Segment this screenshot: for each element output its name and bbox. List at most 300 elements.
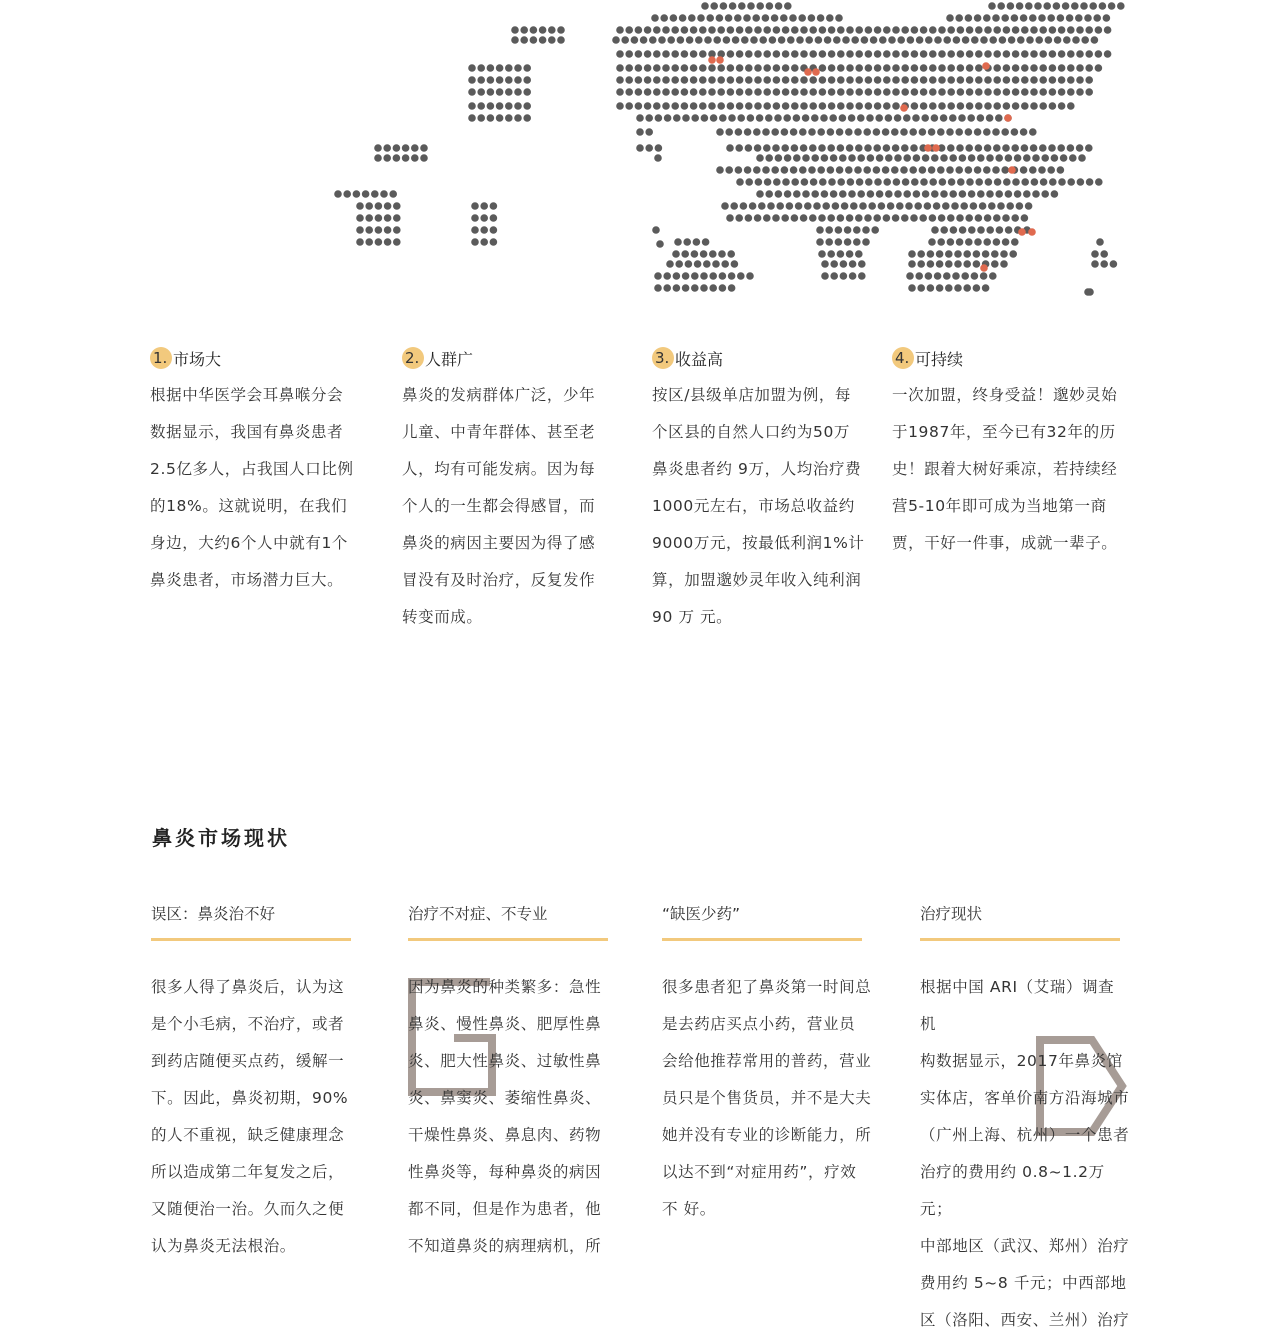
map-dot [700, 272, 708, 280]
map-dot [863, 128, 871, 136]
map-dot [644, 26, 652, 34]
map-dot [1023, 154, 1031, 162]
map-dot [901, 214, 909, 222]
map-dot [710, 114, 718, 122]
map-dot [671, 102, 679, 110]
map-dot [1002, 144, 1010, 152]
map-highlight-dot [1028, 228, 1036, 236]
map-dot [763, 64, 771, 72]
map-dot [383, 144, 391, 152]
map-dot [837, 250, 845, 258]
map-dot [959, 154, 967, 162]
map-dot [865, 76, 873, 84]
map-dot [995, 114, 1003, 122]
map-dot [1032, 154, 1040, 162]
map-dot [1099, 2, 1107, 10]
map-dot [1029, 14, 1037, 22]
map-dot [1076, 88, 1084, 96]
map-dot [960, 202, 968, 210]
map-dot [780, 14, 788, 22]
map-dot [747, 2, 755, 10]
map-dot [811, 114, 819, 122]
map-dot [892, 214, 900, 222]
map-dot [1012, 76, 1020, 84]
map-dot [911, 102, 919, 110]
map-dot [940, 154, 948, 162]
map-dot [984, 102, 992, 110]
map-dot [929, 214, 937, 222]
map-dot [635, 64, 643, 72]
map-dot [846, 76, 854, 84]
map-dot [765, 154, 773, 162]
map-dot [740, 202, 748, 210]
map-dot [670, 14, 678, 22]
map-dot [827, 250, 835, 258]
map-dot [635, 26, 643, 34]
map-dot [477, 64, 485, 72]
map-dot [487, 76, 495, 84]
map-dot [745, 64, 753, 72]
map-dot [974, 166, 982, 174]
map-dot [365, 214, 373, 222]
map-dot [983, 238, 991, 246]
map-dot [745, 26, 753, 34]
map-dot [1051, 190, 1059, 198]
map-dot [791, 26, 799, 34]
map-dot [754, 102, 762, 110]
map-dot [835, 226, 843, 234]
map-dot [782, 64, 790, 72]
map-dot [1058, 64, 1066, 72]
map-dot [830, 260, 838, 268]
map-dot [979, 202, 987, 210]
map-dot [682, 114, 690, 122]
map-dot [943, 272, 951, 280]
map-dot [887, 202, 895, 210]
map-dot [988, 2, 996, 10]
map-dot [1012, 178, 1020, 186]
map-dot [908, 250, 916, 258]
map-dot [636, 128, 644, 136]
map-dot [1011, 144, 1019, 152]
map-dot [356, 226, 364, 234]
map-dot [946, 14, 954, 22]
map-dot [745, 102, 753, 110]
map-dot [505, 76, 513, 84]
map-dot [701, 2, 709, 10]
map-dot [791, 50, 799, 58]
map-dot [767, 202, 775, 210]
map-dot [1049, 76, 1057, 84]
map-dot [813, 202, 821, 210]
map-dot [809, 50, 817, 58]
map-dot [997, 202, 1005, 210]
map-dot [763, 50, 771, 58]
map-dot [716, 14, 724, 22]
map-dot [763, 76, 771, 84]
map-dot [892, 102, 900, 110]
map-dot [802, 190, 810, 198]
map-dot [746, 272, 754, 280]
map-dot [846, 64, 854, 72]
map-dot [911, 50, 919, 58]
map-dot [883, 144, 891, 152]
map-dot [973, 260, 981, 268]
map-dot [1001, 128, 1009, 136]
map-dot [885, 114, 893, 122]
map-dot [826, 14, 834, 22]
map-dot [1072, 36, 1080, 44]
map-dot [511, 36, 519, 44]
map-dot [1117, 2, 1125, 10]
map-dot [653, 76, 661, 84]
map-dot [1021, 178, 1029, 186]
map-dot [747, 114, 755, 122]
map-dot [874, 178, 882, 186]
map-dot [865, 178, 873, 186]
map-dot [989, 272, 997, 280]
map-dot [855, 102, 863, 110]
map-dot [411, 154, 419, 162]
map-dot [778, 36, 786, 44]
map-dot [828, 50, 836, 58]
map-dot [704, 36, 712, 44]
map-dot [734, 14, 742, 22]
map-dot [962, 36, 970, 44]
map-dot [690, 64, 698, 72]
status-column-treatment-status [920, 900, 1130, 1339]
map-dot [892, 76, 900, 84]
column-divider [151, 938, 351, 941]
map-dot [356, 202, 364, 210]
map-dot [995, 154, 1003, 162]
map-dot [1005, 190, 1013, 198]
column-body: 根据中国 ARI（艾瑞）调查机 构数据显示，2017年鼻炎馆 实体店，客单价南方沿海城市 （广州上海、杭州）一个患者 治疗的费用约 0.8~1.2万元； 中部地区（武汉、郑州）治疗 费用约 5~8 千元；中西部地 区（洛阳、西安、兰州）治疗 [920, 978, 1130, 1329]
map-dot [736, 64, 744, 72]
map-dot [773, 76, 781, 84]
map-dot [955, 14, 963, 22]
map-dot [681, 76, 689, 84]
map-dot [912, 114, 920, 122]
map-dot [819, 76, 827, 84]
map-dot [514, 88, 522, 96]
map-dot [947, 214, 955, 222]
map-dot [635, 76, 643, 84]
map-dot [685, 260, 693, 268]
map-dot [487, 64, 495, 72]
map-dot [1006, 202, 1014, 210]
map-dot [970, 202, 978, 210]
map-dot [1103, 14, 1111, 22]
map-dot [846, 144, 854, 152]
map-dot [873, 166, 881, 174]
map-dot [514, 102, 522, 110]
map-dot [994, 178, 1002, 186]
map-dot [1075, 14, 1083, 22]
map-dot [957, 26, 965, 34]
map-dot [799, 166, 807, 174]
map-dot [901, 76, 909, 84]
map-dot [371, 190, 379, 198]
map-dot [966, 88, 974, 96]
map-dot [892, 144, 900, 152]
map-dot [864, 214, 872, 222]
map-dot [848, 190, 856, 198]
map-dot [744, 166, 752, 174]
column-divider [662, 938, 862, 941]
map-dot [975, 50, 983, 58]
map-dot [985, 178, 993, 186]
map-dot [671, 26, 679, 34]
map-dot [879, 36, 887, 44]
map-dot [690, 76, 698, 84]
map-dot [824, 36, 832, 44]
map-dot [937, 128, 945, 136]
map-dot [927, 284, 935, 292]
map-dot [380, 190, 388, 198]
map-dot [496, 114, 504, 122]
map-dot [864, 144, 872, 152]
map-dot [655, 114, 663, 122]
map-dot [636, 144, 644, 152]
map-dot [868, 202, 876, 210]
map-dot [817, 14, 825, 22]
map-dot [393, 144, 401, 152]
map-dot [690, 50, 698, 58]
map-dot [793, 154, 801, 162]
map-highlight-dot [900, 104, 908, 112]
feature-wide-audience [402, 345, 622, 636]
map-dot [753, 128, 761, 136]
map-dot [933, 202, 941, 210]
map-dot [911, 88, 919, 96]
map-dot [730, 202, 738, 210]
map-dot [673, 114, 681, 122]
map-dot [548, 26, 556, 34]
map-dot [894, 154, 902, 162]
map-dot [1021, 50, 1029, 58]
map-dot [520, 26, 528, 34]
map-dot [821, 260, 829, 268]
feature-number-badge: 3. [652, 347, 674, 369]
map-dot [375, 226, 383, 234]
map-dot [846, 26, 854, 34]
map-dot [1039, 144, 1047, 152]
map-dot [846, 102, 854, 110]
map-dot [384, 238, 392, 246]
map-dot [353, 190, 361, 198]
map-dot [855, 88, 863, 96]
map-dot [1057, 166, 1065, 174]
map-dot [999, 36, 1007, 44]
map-dot [862, 238, 870, 246]
map-dot [846, 214, 854, 222]
map-dot [966, 26, 974, 34]
map-dot [1039, 76, 1047, 84]
map-dot [949, 154, 957, 162]
map-dot [763, 26, 771, 34]
map-dot [1066, 14, 1074, 22]
map-dot [738, 2, 746, 10]
map-dot [911, 26, 919, 34]
map-dot [1011, 128, 1019, 136]
map-dot [819, 50, 827, 58]
map-dot [910, 144, 918, 152]
section-title: 鼻炎市场现状 [152, 826, 290, 850]
map-dot [1095, 178, 1103, 186]
map-dot [1030, 76, 1038, 84]
map-dot [902, 178, 910, 186]
map-dot [762, 14, 770, 22]
map-dot [975, 102, 983, 110]
map-dot [420, 154, 428, 162]
map-dot [631, 36, 639, 44]
map-dot [1011, 238, 1019, 246]
feature-number-badge: 4. [892, 347, 914, 369]
map-dot [1011, 214, 1019, 222]
map-dot [931, 114, 939, 122]
map-dot [1008, 36, 1016, 44]
map-dot [867, 154, 875, 162]
map-dot [804, 202, 812, 210]
map-dot [662, 50, 670, 58]
map-dot [920, 26, 928, 34]
map-dot [790, 166, 798, 174]
map-dot [1104, 26, 1112, 34]
map-dot [717, 76, 725, 84]
map-dot [773, 64, 781, 72]
map-dot [984, 88, 992, 96]
map-dot [719, 114, 727, 122]
map-dot [802, 154, 810, 162]
map-dot [925, 272, 933, 280]
map-dot [741, 36, 749, 44]
map-dot [728, 272, 736, 280]
map-dot [1104, 50, 1112, 58]
map-dot [963, 260, 971, 268]
map-highlight-dot [804, 68, 812, 76]
map-dot [1085, 50, 1093, 58]
map-dot [837, 214, 845, 222]
map-dot [949, 190, 957, 198]
map-dot [927, 260, 935, 268]
map-dot [616, 102, 624, 110]
map-dot [892, 88, 900, 96]
map-dot [1039, 64, 1047, 72]
map-dot [821, 272, 829, 280]
map-dot [791, 178, 799, 186]
map-dot [971, 36, 979, 44]
map-dot [754, 214, 762, 222]
map-dot [822, 202, 830, 210]
map-dot [1001, 14, 1009, 22]
map-dot [745, 76, 753, 84]
map-dot [420, 144, 428, 152]
map-dot [736, 76, 744, 84]
map-dot [1080, 2, 1088, 10]
map-dot [809, 26, 817, 34]
map-dot [763, 144, 771, 152]
map-dot [986, 226, 994, 234]
map-dot [1020, 14, 1028, 22]
map-dot [795, 202, 803, 210]
map-dot [977, 114, 985, 122]
column-heading: 治疗不对症、不专业 [408, 905, 548, 923]
map-dot [1021, 64, 1029, 72]
map-dot [920, 178, 928, 186]
map-dot [756, 114, 764, 122]
map-dot [984, 144, 992, 152]
map-dot [855, 26, 863, 34]
status-column-misconception [151, 900, 361, 1265]
map-dot [837, 102, 845, 110]
map-dot [844, 226, 852, 234]
map-dot [924, 202, 932, 210]
map-dot [487, 88, 495, 96]
map-dot [855, 76, 863, 84]
map-dot [557, 36, 565, 44]
map-dot [968, 226, 976, 234]
map-dot [911, 64, 919, 72]
map-dot [663, 284, 671, 292]
map-dot [635, 102, 643, 110]
map-dot [773, 178, 781, 186]
map-dot [885, 190, 893, 198]
map-dot [928, 128, 936, 136]
map-dot [640, 36, 648, 44]
map-dot [819, 64, 827, 72]
map-dot [530, 26, 538, 34]
map-dot [786, 202, 794, 210]
map-dot [891, 128, 899, 136]
map-dot [384, 226, 392, 234]
map-dot [1076, 50, 1084, 58]
map-dot [920, 64, 928, 72]
map-dot [477, 114, 485, 122]
map-dot [755, 178, 763, 186]
map-dot [883, 88, 891, 96]
map-dot [855, 50, 863, 58]
map-dot [907, 36, 915, 44]
map-dot [782, 178, 790, 186]
map-dot [849, 272, 857, 280]
map-dot [612, 36, 620, 44]
map-dot [1067, 50, 1075, 58]
map-dot [625, 26, 633, 34]
map-dot [1049, 102, 1057, 110]
map-dot [966, 76, 974, 84]
map-dot [837, 76, 845, 84]
map-dot [1089, 2, 1097, 10]
map-dot [1049, 64, 1057, 72]
map-dot [1021, 26, 1029, 34]
map-dot [1038, 166, 1046, 174]
map-dot [882, 166, 890, 174]
map-dot [490, 238, 498, 246]
map-dot [653, 88, 661, 96]
map-dot [977, 226, 985, 234]
map-dot [800, 50, 808, 58]
map-dot [983, 14, 991, 22]
map-dot [910, 214, 918, 222]
map-dot [539, 36, 547, 44]
map-dot [1032, 190, 1040, 198]
map-dot [810, 178, 818, 186]
map-dot [882, 128, 890, 136]
map-dot [946, 128, 954, 136]
map-dot [523, 102, 531, 110]
map-dot [784, 154, 792, 162]
